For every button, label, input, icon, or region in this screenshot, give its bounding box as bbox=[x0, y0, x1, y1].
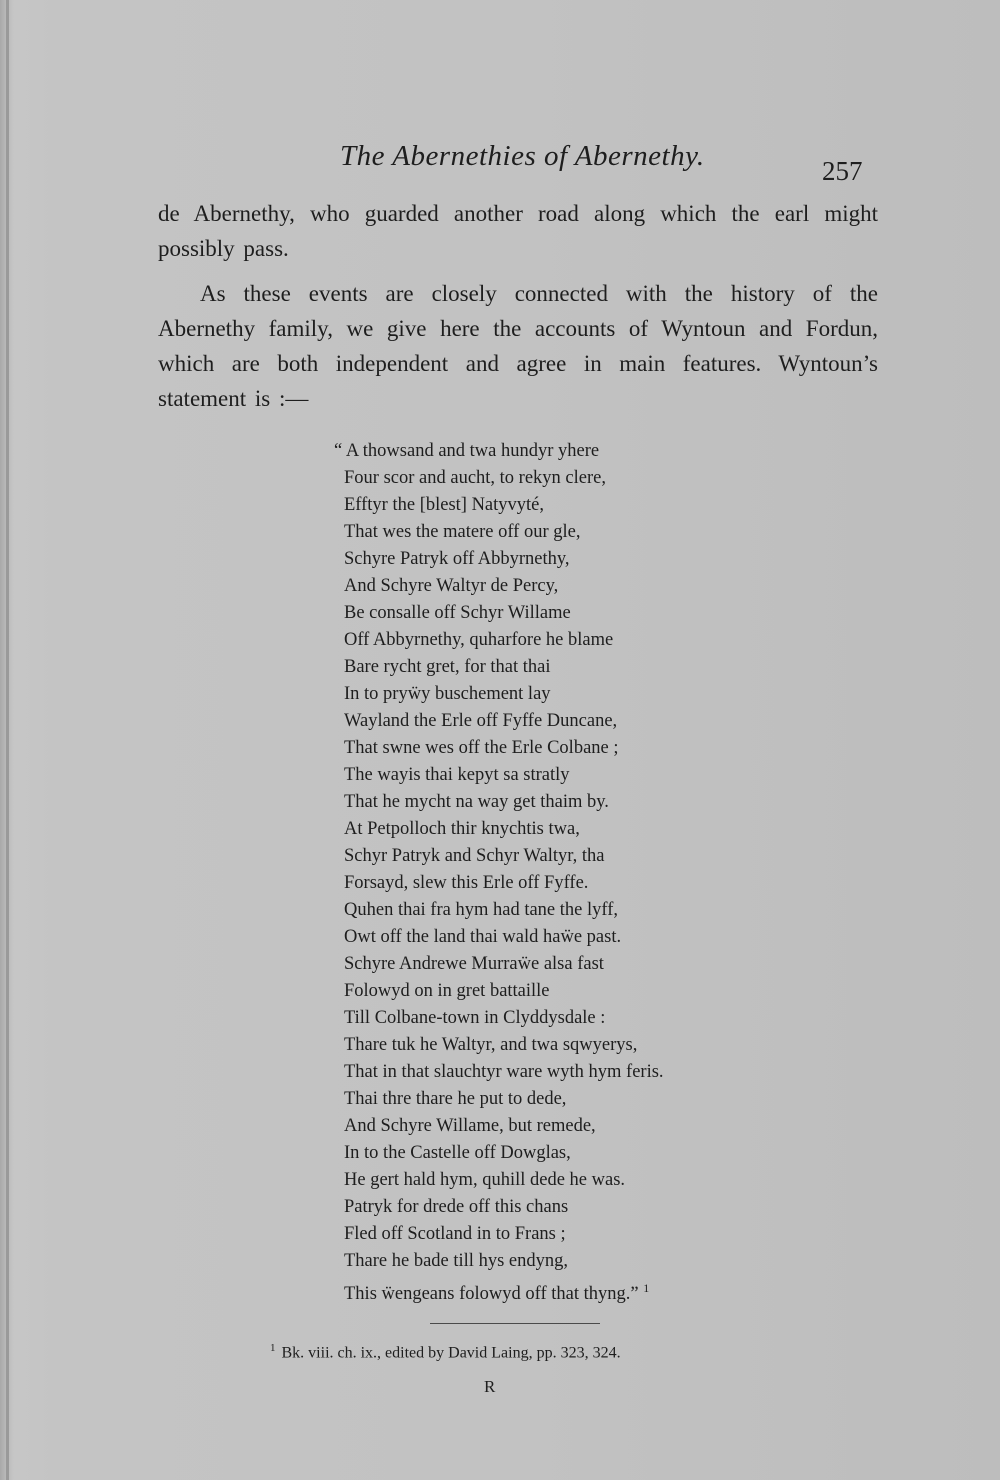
verse-line-text: That swne wes off the Erle Colbane ; bbox=[344, 738, 619, 758]
verse-line bbox=[344, 762, 754, 789]
verse-line bbox=[344, 1194, 754, 1221]
page-gutter bbox=[6, 0, 9, 1480]
verse-line-text: He gert hald hym, quhill dede he was. bbox=[344, 1170, 626, 1190]
verse-line bbox=[344, 978, 754, 1005]
verse-line bbox=[344, 573, 754, 600]
verse-line-text: Schyr Patryk and Schyr Waltyr, tha bbox=[344, 846, 605, 866]
verse-line bbox=[334, 438, 754, 465]
verse-line bbox=[344, 924, 754, 951]
verse-line-text: In to the Castelle off Dowglas, bbox=[344, 1143, 571, 1163]
verse-line-text: Four scor and aucht, to rekyn clere, bbox=[344, 468, 606, 488]
verse-line bbox=[344, 1140, 754, 1167]
verse-line bbox=[344, 546, 754, 573]
verse-line bbox=[344, 816, 754, 843]
footnote-rule bbox=[430, 1323, 600, 1324]
verse-line bbox=[344, 681, 754, 708]
verse-line bbox=[344, 843, 754, 870]
verse-line-text: Schyre Andrewe Murraẅe alsa fast bbox=[344, 954, 604, 974]
verse-line bbox=[344, 870, 754, 897]
verse-line bbox=[344, 735, 754, 762]
verse-line bbox=[344, 627, 754, 654]
verse-line bbox=[344, 1275, 754, 1305]
verse-line bbox=[344, 654, 754, 681]
verse-line bbox=[344, 1005, 754, 1032]
footnote-mark: 1 bbox=[270, 1342, 276, 1354]
verse-line-text: In to pryẅy buschement lay bbox=[344, 684, 551, 704]
verse-line bbox=[344, 519, 754, 546]
running-title: The Abernethies of Abernethy. bbox=[340, 140, 705, 172]
verse-line-text: The wayis thai kepyt sa stratly bbox=[344, 765, 570, 785]
page-header bbox=[0, 140, 1000, 184]
verse-line bbox=[344, 789, 754, 816]
verse-line-text: Thare he bade till hys endyng, bbox=[344, 1251, 568, 1271]
verse-line-text: Efftyr the [blest] Natyvyté, bbox=[344, 495, 545, 515]
verse-line-text: This ẅengeans folowyd off that thyng.” bbox=[344, 1284, 639, 1305]
footnote bbox=[270, 1342, 740, 1362]
footnote-text: Bk. viii. ch. ix., edited by David Laing, pp. 323, 324. bbox=[281, 1344, 621, 1362]
verse-line bbox=[344, 1113, 754, 1140]
verse-line bbox=[344, 492, 754, 519]
verse-line bbox=[344, 708, 754, 735]
verse-line-text: Be consalle off Schyr Willame bbox=[344, 603, 571, 623]
verse-line bbox=[344, 951, 754, 978]
verse-line-text: That wes the matere off our gle, bbox=[344, 522, 581, 542]
verse-line bbox=[344, 1167, 754, 1194]
verse-line-text: Wayland the Erle off Fyffe Duncane, bbox=[344, 711, 618, 731]
verse-line-text: At Petpolloch thir knychtis twa, bbox=[344, 819, 580, 839]
verse-line-text: Quhen thai fra hym had tane the lyff, bbox=[344, 900, 618, 920]
verse-line-text: That in that slauchtyr ware wyth hym feris. bbox=[344, 1062, 664, 1082]
verse-line bbox=[344, 1032, 754, 1059]
verse-line bbox=[344, 600, 754, 627]
paragraph-continuation: de Abernethy, who guarded another road along which the earl might possibly pass. bbox=[158, 201, 878, 261]
verse-line-text: And Schyre Waltyr de Percy, bbox=[344, 576, 559, 596]
verse-line-text: Bare rycht gret, for that thai bbox=[344, 657, 551, 677]
verse-quotation bbox=[334, 438, 754, 1305]
verse-line-text: Thai thre thare he put to dede, bbox=[344, 1089, 567, 1109]
verse-line-text: Off Abbyrnethy, quharfore he blame bbox=[344, 630, 614, 650]
verse-line bbox=[344, 1086, 754, 1113]
verse-line-text: That he mycht na way get thaim by. bbox=[344, 792, 609, 812]
verse-line-text: “ A thowsand and twa hundyr yhere bbox=[334, 441, 600, 461]
verse-line bbox=[344, 1221, 754, 1248]
verse-line bbox=[344, 1248, 754, 1275]
verse-line bbox=[344, 465, 754, 492]
body-text bbox=[158, 196, 878, 416]
verse-line bbox=[344, 1059, 754, 1086]
signature-mark: R bbox=[484, 1377, 496, 1396]
verse-footnote-mark: 1 bbox=[643, 1281, 650, 1295]
verse-line-text: Folowyd on in gret battaille bbox=[344, 981, 550, 1001]
verse-line-text: And Schyre Willame, but remede, bbox=[344, 1116, 596, 1136]
verse-line-text: Fled off Scotland in to Frans ; bbox=[344, 1224, 566, 1244]
page-number: 257 bbox=[822, 156, 863, 186]
verse-line-text: Owt off the land thai wald haẅe past. bbox=[344, 927, 622, 947]
verse-line-text: Thare tuk he Waltyr, and twa sqwyerys, bbox=[344, 1035, 638, 1055]
verse-line-text: Till Colbane-town in Clyddysdale : bbox=[344, 1008, 606, 1028]
verse-line-text: Patryk for drede off this chans bbox=[344, 1197, 569, 1217]
paragraph: As these events are closely connected with the history of the Abernethy family, we give here the accounts of Wyntoun and Fordun, which are both independent and agree in main features. Wyntoun’s statement is :— bbox=[158, 281, 878, 411]
verse-line bbox=[344, 897, 754, 924]
verse-line-text: Schyre Patryk off Abbyrnethy, bbox=[344, 549, 570, 569]
verse-line-text: Forsayd, slew this Erle off Fyffe. bbox=[344, 873, 589, 893]
